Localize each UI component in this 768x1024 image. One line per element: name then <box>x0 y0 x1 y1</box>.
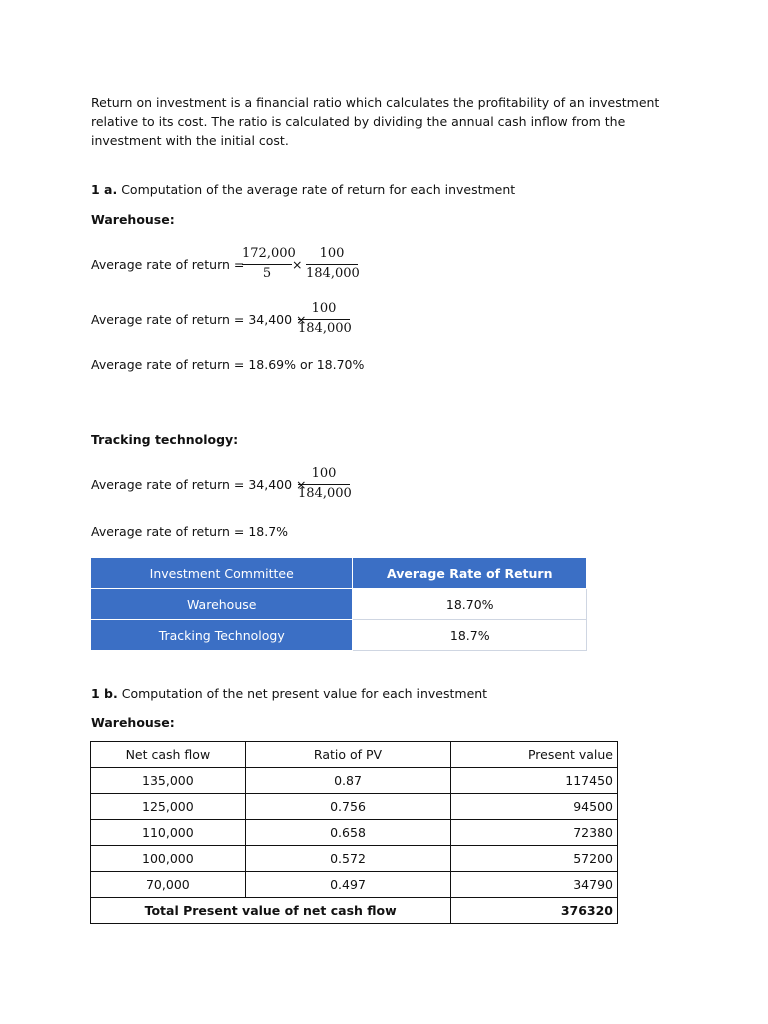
eq5: Average rate of return = 18.7% <box>91 524 289 539</box>
npv-cell-ratio: 0.756 <box>245 794 451 820</box>
intro-paragraph: Return on investment is a financial ratio which calculates the profitability of an investment relative to its cost. The ratio is calculated by dividing the annual cash inflow from the investment with the initial cost. <box>91 95 660 148</box>
eq1-lhs: Average rate of return = <box>91 257 245 272</box>
npv-header-row <box>91 742 618 768</box>
npv-cell-present-value: 34790 <box>451 872 618 898</box>
eq4-fraction <box>298 465 350 503</box>
comparison-header-rate: Average Rate of Return <box>353 558 587 589</box>
npv-cell-ratio: 0.87 <box>245 768 451 794</box>
npv-cell-ratio: 0.497 <box>245 872 451 898</box>
eq2-lhs: Average rate of return = 34,400 × <box>91 312 307 327</box>
comparison-cell-rate: 18.7% <box>353 620 587 651</box>
eq2-fraction <box>298 300 350 338</box>
npv-cell-cash-flow: 135,000 <box>91 768 246 794</box>
comparison-header-investment: Investment Committee <box>91 558 353 589</box>
npv-cell-cash-flow: 70,000 <box>91 872 246 898</box>
npv-cell-present-value: 57200 <box>451 846 618 872</box>
table-row <box>91 589 587 620</box>
npv-header-ratio: Ratio of PV <box>245 742 451 768</box>
comparison-cell-name: Warehouse <box>91 589 353 620</box>
warehouse-heading-2: Warehouse: <box>91 715 175 730</box>
section-1b-heading <box>91 684 487 703</box>
npv-cell-cash-flow: 100,000 <box>91 846 246 872</box>
comparison-table <box>90 557 587 651</box>
eq4-lhs: Average rate of return = 34,400 × <box>91 477 307 492</box>
npv-cell-cash-flow: 125,000 <box>91 794 246 820</box>
table-row <box>91 794 618 820</box>
section-1b-text: Computation of the net present value for each investment <box>117 686 488 701</box>
npv-cell-present-value: 117450 <box>451 768 618 794</box>
comparison-cell-rate: 18.70% <box>353 589 587 620</box>
eq1-times: × <box>292 257 303 272</box>
comparison-header-row <box>91 558 587 589</box>
section-1b-label: 1 b. <box>91 686 118 701</box>
npv-cell-present-value: 72380 <box>451 820 618 846</box>
eq2-numerator: 100 <box>311 301 337 316</box>
npv-header-cash-flow: Net cash flow <box>91 742 246 768</box>
npv-table <box>90 741 618 924</box>
warehouse-heading: Warehouse: <box>91 212 175 227</box>
section-1a-heading <box>91 180 515 199</box>
eq1-fraction-1-denominator: 5 <box>262 266 272 281</box>
npv-total-row <box>91 898 618 924</box>
table-row <box>91 620 587 651</box>
npv-total-value: 376320 <box>451 898 618 924</box>
table-row <box>91 820 618 846</box>
npv-cell-ratio: 0.572 <box>245 846 451 872</box>
table-row <box>91 872 618 898</box>
table-row <box>91 846 618 872</box>
npv-cell-present-value: 94500 <box>451 794 618 820</box>
npv-cell-ratio: 0.658 <box>245 820 451 846</box>
section-1a-text: Computation of the average rate of return for each investment <box>117 182 516 197</box>
eq3: Average rate of return = 18.69% or 18.70% <box>91 357 365 372</box>
eq1-fraction-2-numerator: 100 <box>319 246 345 261</box>
eq1-fraction-2-denominator: 184,000 <box>306 266 360 281</box>
eq1-fraction-1 <box>242 245 296 283</box>
npv-cell-cash-flow: 110,000 <box>91 820 246 846</box>
section-1a-label: 1 a. <box>91 182 118 197</box>
npv-total-label: Total Present value of net cash flow <box>91 898 451 924</box>
eq1-fraction-2 <box>306 245 358 283</box>
table-row <box>91 768 618 794</box>
npv-header-present-value: Present value <box>451 742 618 768</box>
eq2-denominator: 184,000 <box>298 321 352 336</box>
tracking-heading: Tracking technology: <box>91 432 239 447</box>
eq4-denominator: 184,000 <box>298 486 352 501</box>
comparison-cell-name: Tracking Technology <box>91 620 353 651</box>
eq4-numerator: 100 <box>311 466 337 481</box>
eq1-fraction-1-numerator: 172,000 <box>242 246 296 261</box>
